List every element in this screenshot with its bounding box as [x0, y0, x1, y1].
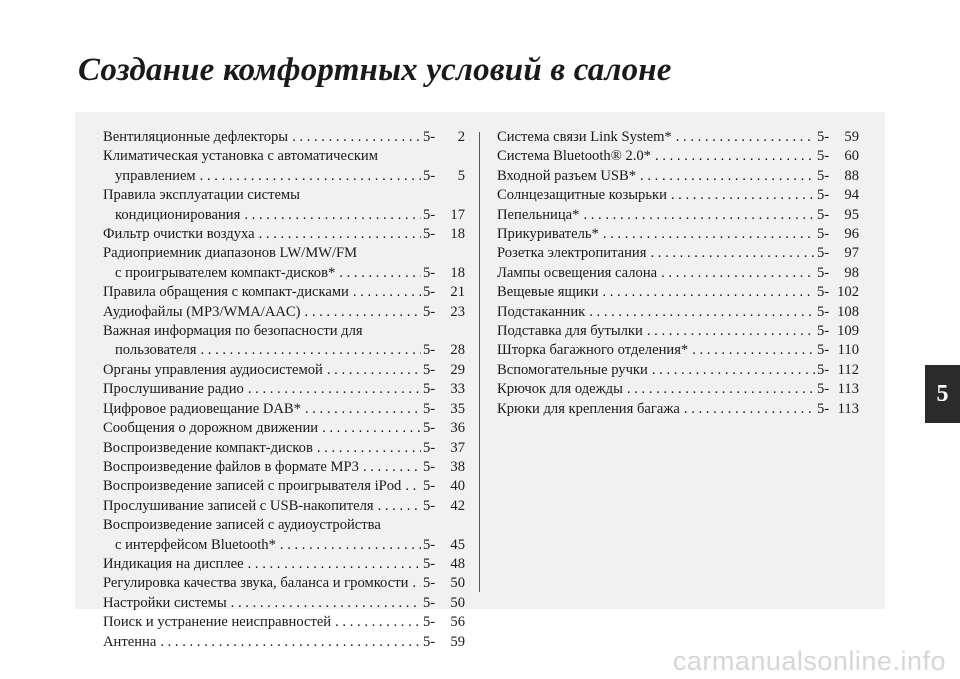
dot-leader — [227, 594, 421, 613]
toc-page-number: 88 — [844, 167, 859, 184]
toc-entry[interactable] — [103, 361, 465, 380]
toc-entry[interactable] — [103, 594, 465, 613]
dot-leader — [688, 341, 815, 360]
toc-chapter: 5- — [817, 284, 830, 301]
toc-entry-title: Климатическая установка с автоматическим — [103, 148, 378, 165]
dot-leader — [244, 555, 421, 574]
toc-page-number: 113 — [837, 381, 859, 398]
toc-chapter: 5- — [817, 361, 830, 378]
toc-entry-title: Солнцезащитные козырьки — [497, 187, 667, 204]
dot-leader — [579, 206, 815, 225]
dot-leader — [657, 264, 815, 283]
dot-leader — [401, 477, 421, 496]
dot-leader — [288, 128, 421, 147]
toc-entry-line — [103, 400, 465, 419]
dot-leader — [374, 497, 421, 516]
toc-entry[interactable] — [497, 167, 859, 186]
toc-page-number: 42 — [450, 497, 465, 514]
toc-page-number: 18 — [450, 264, 465, 281]
toc-entry-line — [497, 167, 859, 186]
toc-entry-line — [497, 341, 859, 360]
toc-page-ref — [421, 419, 465, 438]
toc-entry-title: Настройки системы — [103, 594, 227, 611]
toc-entry-title: с интерфейсом Bluetooth* — [115, 536, 276, 553]
toc-page-number: 48 — [450, 555, 465, 572]
toc-chapter: 5- — [423, 129, 436, 145]
toc-entry-title: Воспроизведение записей с проигрывателя iPod — [103, 478, 402, 495]
toc-page-ref — [815, 186, 859, 205]
toc-chapter: 5- — [423, 167, 436, 184]
toc-page-number: 95 — [844, 206, 859, 223]
toc-entry-line — [103, 516, 465, 535]
dot-leader — [156, 633, 421, 652]
toc-entry-line — [103, 147, 465, 166]
toc-page-number: 98 — [844, 264, 859, 281]
toc-page-number: 45 — [450, 536, 465, 553]
toc-entry-title: Регулировка качества звука, баланса и громкости — [103, 575, 409, 592]
toc-chapter: 5- — [423, 342, 436, 359]
dot-leader — [331, 613, 421, 632]
toc-page-ref — [815, 264, 859, 283]
toc-chapter: 5- — [817, 400, 830, 417]
toc-entry-title: Розетка электропитания — [497, 245, 647, 262]
toc-page-ref — [815, 303, 859, 322]
toc-entry-title: Фильтр очистки воздуха — [103, 226, 255, 243]
toc-page-number: 37 — [450, 439, 465, 456]
toc-entry[interactable] — [497, 380, 859, 399]
toc-page-number: 113 — [837, 400, 859, 417]
toc-page-ref — [815, 341, 859, 360]
toc-entry[interactable] — [103, 497, 465, 516]
toc-entry[interactable] — [497, 225, 859, 244]
toc-chapter: 5- — [817, 303, 830, 320]
toc-chapter: 5- — [423, 478, 436, 495]
toc-entry-line — [497, 186, 859, 205]
toc-page-number: 38 — [450, 458, 465, 475]
toc-entry-line — [103, 458, 465, 477]
toc-entry-title: Система Bluetooth® 2.0* — [497, 148, 651, 165]
watermark: carmanualsonline.info — [672, 646, 946, 676]
toc-page-number: 59 — [844, 129, 859, 145]
toc-entry[interactable] — [103, 477, 465, 496]
toc-entry[interactable] — [103, 244, 465, 283]
toc-page-number: 108 — [837, 303, 859, 320]
toc-entry-line — [103, 244, 465, 263]
toc-chapter: 5- — [423, 420, 436, 437]
toc-chapter: 5- — [423, 555, 436, 572]
toc-entry-line — [103, 633, 465, 652]
dot-leader — [636, 167, 815, 186]
toc-chapter: 5- — [423, 284, 436, 301]
toc-page-number: 36 — [450, 420, 465, 437]
toc-chapter: 5- — [423, 400, 436, 417]
toc-entry-line — [103, 361, 465, 380]
toc-entry-title: Вентиляционные дефлекторы — [103, 129, 289, 145]
toc-entry[interactable] — [103, 380, 465, 399]
toc-page-ref — [421, 303, 465, 322]
toc-page-number: 50 — [450, 594, 465, 611]
toc-page-number: 96 — [844, 226, 859, 243]
dot-leader — [301, 400, 421, 419]
toc-page-ref — [421, 283, 465, 302]
toc-entry-title: Воспроизведение компакт-дисков — [103, 439, 313, 456]
toc-entry[interactable] — [103, 303, 465, 322]
toc-chapter: 5- — [817, 129, 830, 145]
toc-column-left — [103, 128, 465, 652]
toc-entry[interactable] — [497, 206, 859, 225]
toc-entry-title: Радиоприемник диапазонов LW/MW/FM — [103, 245, 358, 262]
toc-page-ref — [421, 264, 465, 283]
toc-entry-line — [103, 322, 465, 341]
toc-entry-line — [103, 167, 465, 186]
toc-page-number: 102 — [837, 284, 859, 301]
toc-entry-line — [497, 322, 859, 341]
toc-page-ref — [421, 439, 465, 458]
toc-page-ref — [421, 594, 465, 613]
toc-page-ref — [815, 322, 859, 341]
dot-leader — [651, 147, 815, 166]
toc-page-ref — [421, 497, 465, 516]
toc-page-number: 94 — [844, 187, 859, 204]
toc-page-ref — [421, 341, 465, 360]
toc-page-number: 5 — [457, 167, 465, 184]
toc-page-ref — [421, 128, 465, 147]
toc-entry-line — [497, 303, 859, 322]
toc-entry-line — [103, 341, 465, 360]
toc-page-ref — [815, 206, 859, 225]
toc-chapter: 5- — [817, 226, 830, 243]
toc-page-number: 59 — [450, 633, 465, 650]
toc-entry[interactable] — [103, 186, 465, 225]
toc-entry-title: Вещевые ящики — [497, 284, 599, 301]
toc-page-ref — [815, 400, 859, 419]
toc-chapter: 5- — [817, 264, 830, 281]
dot-leader — [313, 439, 421, 458]
toc-entry[interactable] — [103, 147, 465, 186]
toc-entry-line — [103, 574, 465, 593]
toc-page-number: 40 — [450, 478, 465, 495]
toc-entry-line — [103, 497, 465, 516]
toc-entry-line — [103, 555, 465, 574]
toc-entry-title: Органы управления аудиосистемой — [103, 361, 323, 378]
toc-column-right — [497, 128, 859, 419]
toc-entry[interactable] — [103, 516, 465, 555]
toc-entry-title: Вспомогательные ручки — [497, 361, 648, 378]
toc-entry-line — [497, 361, 859, 380]
toc-chapter: 5- — [423, 361, 436, 378]
toc-entry-line — [497, 400, 859, 419]
toc-page-ref — [421, 380, 465, 399]
toc-chapter: 5- — [817, 323, 830, 340]
toc-chapter: 5- — [423, 439, 436, 456]
toc-entry-line — [103, 536, 465, 555]
toc-entry-title: Правила обращения с компакт-дисками — [103, 284, 349, 301]
toc-page-ref — [815, 244, 859, 263]
toc-page-number: 28 — [450, 342, 465, 359]
dot-leader — [623, 380, 815, 399]
toc-entry[interactable] — [103, 439, 465, 458]
toc-entry[interactable] — [497, 400, 859, 419]
toc-entry-title: Прикуриватель* — [497, 226, 599, 243]
dot-leader — [585, 303, 815, 322]
toc-page-ref — [815, 128, 859, 147]
toc-page-ref — [815, 167, 859, 186]
toc-chapter: 5- — [423, 536, 436, 553]
toc-entry-line — [497, 244, 859, 263]
toc-entry[interactable] — [103, 574, 465, 593]
toc-page-number: 110 — [837, 342, 859, 359]
toc-page-number: 50 — [450, 575, 465, 592]
toc-page-ref — [815, 225, 859, 244]
toc-entry-title: Правила эксплуатации системы — [103, 187, 300, 204]
toc-page-ref — [421, 167, 465, 186]
dot-leader — [240, 206, 421, 225]
toc-entry[interactable] — [497, 264, 859, 283]
toc-page-number: 29 — [450, 361, 465, 378]
toc-chapter: 5- — [817, 245, 830, 262]
dot-leader — [255, 225, 421, 244]
toc-entry[interactable] — [497, 283, 859, 302]
toc-page-number: 18 — [450, 226, 465, 243]
toc-entry[interactable] — [497, 341, 859, 360]
toc-page-ref — [421, 361, 465, 380]
toc-entry-line — [497, 147, 859, 166]
toc-entry-title: с проигрывателем компакт-дисков* — [115, 264, 336, 281]
dot-leader — [680, 400, 815, 419]
toc-entry-line — [497, 264, 859, 283]
toc-page-number: 109 — [837, 323, 859, 340]
toc-entry-line — [103, 439, 465, 458]
dot-leader — [667, 186, 815, 205]
toc-page-number: 56 — [450, 614, 465, 631]
toc-entry-title: управлением — [115, 167, 196, 184]
toc-page-number: 60 — [844, 148, 859, 165]
toc-chapter: 5- — [817, 206, 830, 223]
toc-entry-title: Система связи Link System* — [497, 129, 672, 145]
dot-leader — [196, 167, 421, 186]
dot-leader — [598, 283, 815, 302]
toc-entry-line — [103, 594, 465, 613]
toc-entry-title: Воспроизведение файлов в формате MP3 — [103, 458, 359, 475]
toc-page-ref — [421, 633, 465, 652]
dot-leader — [196, 341, 421, 360]
toc-page-ref — [815, 361, 859, 380]
toc-chapter: 5- — [423, 594, 436, 611]
toc-entry[interactable] — [497, 147, 859, 166]
toc-entry-title: Шторка багажного отделения* — [497, 342, 689, 359]
toc-page-ref — [421, 536, 465, 555]
dot-leader — [349, 283, 421, 302]
toc-page-number: 97 — [844, 245, 859, 262]
toc-chapter: 5- — [423, 633, 436, 650]
toc-entry-line — [103, 128, 465, 147]
toc-entry-title: Крюки для крепления багажа — [497, 400, 680, 417]
toc-page-ref — [421, 206, 465, 225]
toc-entry-title: Подстаканник — [497, 303, 586, 320]
toc-entry-title: Аудиофайлы (MP3/WMA/AAC) — [103, 303, 301, 320]
toc-page-number: 21 — [450, 284, 465, 301]
toc-entry[interactable] — [103, 283, 465, 302]
toc-page-ref — [421, 477, 465, 496]
toc-entry[interactable] — [497, 361, 859, 380]
dot-leader — [323, 361, 421, 380]
toc-entry-line — [103, 225, 465, 244]
toc-entry[interactable] — [103, 555, 465, 574]
page-title: Создание комфортных условий в салоне — [78, 52, 672, 88]
toc-chapter: 5- — [817, 148, 830, 165]
toc-entry[interactable] — [103, 225, 465, 244]
toc-chapter: 5- — [423, 264, 436, 281]
toc-entry-line — [103, 613, 465, 632]
toc-entry[interactable] — [497, 322, 859, 341]
toc-page-ref — [815, 283, 859, 302]
section-tab[interactable]: 5 — [925, 365, 960, 423]
toc-entry[interactable] — [103, 419, 465, 438]
toc-entry-line — [103, 477, 465, 496]
toc-chapter: 5- — [423, 303, 436, 320]
dot-leader — [648, 361, 815, 380]
dot-leader — [318, 419, 421, 438]
toc-entry[interactable] — [497, 244, 859, 263]
toc-entry[interactable] — [103, 128, 465, 147]
toc-entry[interactable] — [497, 303, 859, 322]
toc-entry-title: Крючок для одежды — [497, 381, 623, 398]
toc-entry-line — [103, 186, 465, 205]
toc-page-number: 112 — [837, 361, 859, 378]
toc-chapter: 5- — [423, 575, 436, 592]
toc-entry-title: Индикация на дисплее — [103, 555, 244, 572]
toc-entry-line — [103, 380, 465, 399]
toc-entry-title: Воспроизведение записей с аудиоустройства — [103, 517, 381, 534]
column-divider — [479, 132, 480, 592]
toc-entry-title: Входной разъем USB* — [497, 167, 637, 184]
toc-entry-line — [497, 128, 859, 147]
dot-leader — [646, 244, 815, 263]
dot-leader — [335, 264, 421, 283]
toc-entry-line — [103, 303, 465, 322]
toc-entry-title: Сообщения о дорожном движении — [103, 420, 319, 437]
toc-entry-line — [103, 264, 465, 283]
toc-page-number: 33 — [450, 381, 465, 398]
toc-entry-title: Важная информация по безопасности для — [103, 323, 363, 340]
toc-entry-line — [497, 225, 859, 244]
toc-chapter: 5- — [817, 342, 830, 359]
toc-entry-line — [497, 283, 859, 302]
toc-entry-line — [497, 206, 859, 225]
toc-entry-title: Прослушивание радио — [103, 381, 244, 398]
toc-entry[interactable] — [103, 613, 465, 632]
toc-chapter: 5- — [817, 187, 830, 204]
toc-page-ref — [421, 555, 465, 574]
toc-entry-line — [497, 380, 859, 399]
toc-page-ref — [421, 458, 465, 477]
dot-leader — [599, 225, 815, 244]
toc-entry-line — [103, 206, 465, 225]
toc-entry[interactable] — [103, 400, 465, 419]
toc-entry-title: Поиск и устранение неисправностей — [103, 614, 332, 631]
toc-entry[interactable] — [497, 186, 859, 205]
toc-page-number: 2 — [457, 129, 465, 145]
toc-chapter: 5- — [817, 167, 830, 184]
toc-chapter: 5- — [423, 206, 436, 223]
toc-page-ref — [815, 147, 859, 166]
toc-entry-title: Подставка для бутылки — [497, 323, 643, 340]
toc-chapter: 5- — [423, 226, 436, 243]
toc-page-number: 23 — [450, 303, 465, 320]
toc-chapter: 5- — [423, 381, 436, 398]
toc-entry[interactable] — [103, 458, 465, 477]
dot-leader — [359, 458, 421, 477]
toc-chapter: 5- — [423, 458, 436, 475]
toc-entry-title: Прослушивание записей с USB-накопителя — [103, 497, 374, 514]
toc-entry-title: Лампы освещения салона — [497, 264, 658, 281]
toc-page-ref — [421, 225, 465, 244]
toc-page-ref — [421, 613, 465, 632]
toc-entry-title: Пепельница* — [497, 206, 580, 223]
dot-leader — [301, 303, 421, 322]
toc-entry-line — [103, 419, 465, 438]
toc-page-ref — [421, 400, 465, 419]
dot-leader — [408, 574, 421, 593]
toc-panel — [75, 112, 885, 650]
toc-chapter: 5- — [423, 497, 436, 514]
toc-entry[interactable] — [103, 322, 465, 361]
toc-entry-title: кондиционирования — [115, 206, 241, 223]
dot-leader — [643, 322, 815, 341]
toc-entry-title: Антенна — [103, 633, 157, 650]
toc-page-number: 35 — [450, 400, 465, 417]
toc-chapter: 5- — [817, 381, 830, 398]
toc-page-ref — [815, 380, 859, 399]
toc-entry-title: Цифровое радиовещание DAB* — [103, 400, 301, 417]
toc-chapter: 5- — [423, 614, 436, 631]
toc-entry[interactable] — [103, 633, 465, 652]
toc-entry-line — [103, 283, 465, 302]
toc-page-number: 17 — [450, 206, 465, 223]
dot-leader — [244, 380, 421, 399]
toc-page-ref — [421, 574, 465, 593]
dot-leader — [672, 128, 815, 147]
toc-entry-title: пользователя — [115, 342, 197, 359]
toc-entry[interactable] — [497, 128, 859, 147]
dot-leader — [276, 536, 421, 555]
